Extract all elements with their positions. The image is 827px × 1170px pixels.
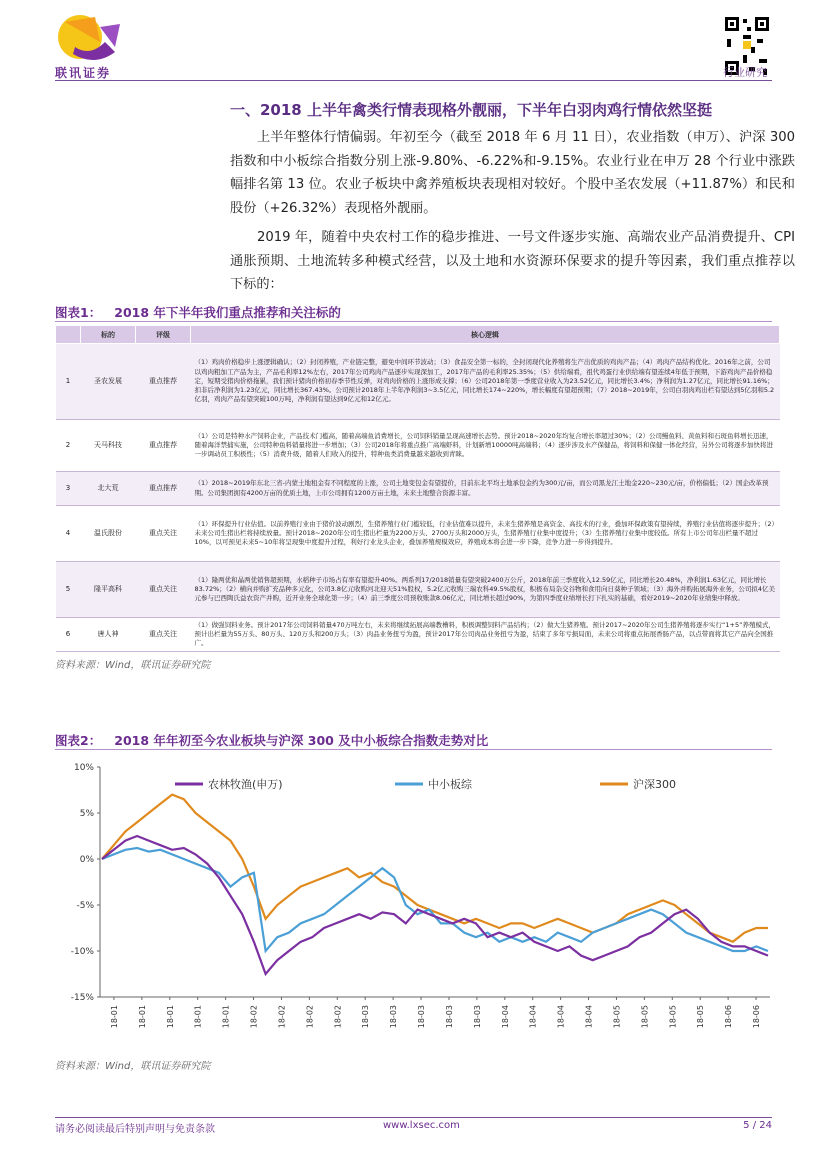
col-header-rating: 评级 xyxy=(136,326,191,344)
x-tick-label: 18-03 xyxy=(444,1005,454,1029)
section-label: 行业研究 xyxy=(723,66,767,79)
figure1-caption: 2018 年下半年我们重点推荐和关注标的 xyxy=(114,305,341,320)
stock-rating: 重点推荐 xyxy=(136,420,191,472)
x-tick-label: 18-05 xyxy=(612,1005,622,1029)
y-tick-label: 10% xyxy=(73,763,94,773)
stock-name: 隆平高科 xyxy=(81,562,136,618)
table-row xyxy=(56,562,780,618)
x-tick-label: 18-06 xyxy=(724,1005,734,1029)
series-line xyxy=(102,848,768,951)
recommendation-table xyxy=(55,325,780,652)
figure2-label: 图表2： xyxy=(55,733,102,748)
x-tick-label: 18-03 xyxy=(361,1005,371,1029)
table-row xyxy=(56,420,780,472)
stock-rating: 重点关注 xyxy=(136,506,191,562)
x-tick-label: 18-05 xyxy=(696,1005,706,1029)
section-title: 一、2018 上半年禽类行情表现格外靓丽，下半年白羽肉鸡行情依然坚挺 xyxy=(230,101,712,119)
figure2-source: 资料来源：Wind，联讯证券研究院 xyxy=(55,1061,211,1072)
x-tick-label: 18-02 xyxy=(305,1005,315,1029)
figure2-title xyxy=(55,731,488,749)
x-tick-label: 18-01 xyxy=(109,1005,119,1029)
header-divider xyxy=(55,80,772,81)
figure1-label: 图表1： xyxy=(55,305,102,320)
figure1-source: 资料来源：Wind，联讯证券研究院 xyxy=(55,660,211,671)
row-number: 5 xyxy=(56,562,81,618)
stock-rating: 重点关注 xyxy=(136,618,191,652)
x-tick-label: 18-03 xyxy=(417,1005,427,1029)
stock-rating: 重点推荐 xyxy=(136,344,191,420)
table-row xyxy=(56,472,780,506)
stock-name: 北大荒 xyxy=(81,472,136,506)
y-tick-label: -15% xyxy=(70,993,94,1003)
company-name: 联讯证券 xyxy=(55,66,112,80)
series-line xyxy=(102,836,768,974)
x-tick-label: 18-04 xyxy=(528,1005,538,1029)
core-logic: （1）做强饲料业务。预计2017年公司饲料销量470万吨左右，未来将继续拓展高端教槽料，积极调整饲料产品结构；（2）做大生猪养殖。预计2017~2020年公司生猪养殖将逐步实行“1+5”养殖模式，预计出栏量为55万头、80万头、120万头和200万头；（3）肉品业务扭亏为盈，预计2017年公司肉品业务扭亏为盈，结束了多年亏损局面，未来公司将重点拓展香肠产品，以点带面将其它产品向全国推广。 xyxy=(191,618,780,652)
core-logic: （1）公司是特种水产饲料企业，产品技术门槛高，随着高端鱼消费增长，公司饲料销量呈现高速增长态势。预计2018~2020年均复合增长率超过30%；（2）公司鳗鱼料、黄鱼料和石斑鱼料增长迅速，随着海洋禁捕实施，公司特种鱼料销量将进一步增加；（3）公司2018年将重点推广高端虾料，计划新增10000吨高端料；（4）逐步涉及水产保健品，将饲料和保健一体化经营，另外公司将逐步加快将进一步调动员工积极性；（5）消费升级，随着人们收入的提升，特种鱼类消费量越来越收到青睐。 xyxy=(191,420,780,472)
x-tick-label: 18-02 xyxy=(333,1005,343,1029)
core-logic: （1）2018~2019年东北三省-内蒙土地租金有不同程度的上涨，公司土地变包金有望提价，目前东北平均土地承包金约为300元/亩，而公司黑龙江土地金220~230元/亩，价格偏低；（2）国企改革预期。公司集团拥有4200万亩的优质土地，上市公司拥有1200万亩土地，未来土地整合资源丰富。 xyxy=(191,472,780,506)
x-tick-label: 18-03 xyxy=(389,1005,399,1029)
core-logic: （1）隆两优和晶两优销售超预期，水稻种子市场占有率有望提升40%。两系列17/2018销量有望突破2400万公斤，2018年前三季度收入12.59亿元，同比增长20.48%，净利润1.63亿元，同比增长83.72%；（2）横向并购扩充品种多元化，公司3.8亿元收购河北迎天51%股权，5.2亿元收购三瑞农科49.5%股权，积极布局杂交谷物和食用向日葵种子领域；（3）海外并购拓展海外业务，公司拟4亿美元参与巴西陶氏益农资产并购，近开业务全球化第一步；（4）前三季度公司预收账款8.06亿元，同比增长超过90%，为第四季度业绩增长打下扎实的基础，看好2019~2020年业绩集中释放。 xyxy=(191,562,780,618)
x-tick-label: 18-02 xyxy=(277,1005,287,1029)
figure2-divider xyxy=(55,749,772,750)
x-tick-label: 18-01 xyxy=(193,1005,203,1029)
row-number: 1 xyxy=(56,344,81,420)
col-header-logic: 核心逻辑 xyxy=(191,326,780,344)
legend-label: 沪深300 xyxy=(633,778,676,791)
stock-name: 唐人神 xyxy=(81,618,136,652)
company-logo xyxy=(55,12,125,62)
y-tick-label: 5% xyxy=(79,809,94,819)
col-header-stock: 标的 xyxy=(81,326,136,344)
x-tick-label: 18-04 xyxy=(584,1005,594,1029)
x-tick-label: 18-03 xyxy=(472,1005,482,1029)
line-chart xyxy=(55,755,775,1045)
row-number: 2 xyxy=(56,420,81,472)
x-tick-label: 18-06 xyxy=(752,1005,762,1029)
x-tick-label: 18-05 xyxy=(640,1005,650,1029)
paragraph-2: 2019 年，随着中央农村工作的稳步推进、一号文件逐步实施、高端农业产品消费提升、CPI 通胀预期、土地流转多种模式经营，以及土地和水资源环保要求的提升等因素，我们重点推荐以下标的： xyxy=(230,230,795,292)
y-tick-label: 0% xyxy=(79,855,94,865)
figure1-title xyxy=(55,303,341,321)
table-header xyxy=(56,326,780,344)
x-tick-label: 18-01 xyxy=(137,1005,147,1029)
row-number: 4 xyxy=(56,506,81,562)
y-tick-label: -5% xyxy=(76,901,94,911)
x-tick-label: 18-01 xyxy=(221,1005,231,1029)
row-number: 6 xyxy=(56,618,81,652)
footer-url[interactable]: www.lxsec.com xyxy=(383,1120,460,1131)
stock-name: 温氏股份 xyxy=(81,506,136,562)
stock-rating: 重点关注 xyxy=(136,562,191,618)
page-number: 5 / 24 xyxy=(743,1120,772,1131)
paragraph-1: 上半年整体行情偏弱。年初至今（截至 2018 年 6 月 11 日），农业指数（申万）、沪深 300 指数和中小板综合指数分别上涨-9.80%、-6.22%和-9.15%。农业行业在申万 28 个行业中涨跌幅排名第 13 位。农业子板块中禽养殖板块表现相对较好。个股中圣农发展（+11.87%）和民和股份（+26.32%）表现格外靓丽。 xyxy=(230,130,795,216)
core-logic: （1）鸡肉价格稳步上涨逻辑确认；（2）封闭养殖，产业链完整，避免中间环节波动；（3）食品安全第一标的，全封闭现代化养殖将生产出优质的鸡肉产品；（4）鸡肉产品结构优化。2016年之前，公司以鸡肉粗加工产品为主，产品毛利率12%左右，2017年公司鸡肉产品逐步实现深加工，2017年产品的毛利率25.35%；（5）供给端看，祖代鸡蛋行业供给端有望连续4年低于预期，下游鸡肉产品价格稳定，短期受猪肉价格拖累，我们预计猪肉价格初春季节性反弹，对鸡肉价格的上涨形成支撑；（6）公司2018年第一季度营业收入为23.52亿元，同比增长3.4%；净利润为1.27亿元，同比增长91.16%；扣非后净利润为1.23亿元，同比增长367.43%。公司预计2018年上半年净利润3~3.5亿元，同比增长174~220%，增长幅度有望超预期；（7）2018~2019年，公司白羽肉鸡出栏有望达到5亿羽和5.2亿羽，鸡肉产品有望突破100万吨，净利润有望达到9亿元和12亿元。 xyxy=(191,344,780,420)
y-tick-label: -10% xyxy=(70,947,94,957)
stock-name: 圣农发展 xyxy=(81,344,136,420)
x-tick-label: 18-04 xyxy=(556,1005,566,1029)
x-tick-label: 18-01 xyxy=(165,1005,175,1029)
x-tick-label: 18-02 xyxy=(249,1005,259,1029)
legend-label: 农林牧渔(申万) xyxy=(208,778,283,791)
legend-label: 中小板综 xyxy=(428,778,472,791)
footer-divider xyxy=(55,1117,772,1118)
table-row xyxy=(56,618,780,652)
figure1-divider xyxy=(55,321,772,322)
table-row xyxy=(56,506,780,562)
stock-rating: 重点推荐 xyxy=(136,472,191,506)
stock-name: 天马科技 xyxy=(81,420,136,472)
row-number: 3 xyxy=(56,472,81,506)
x-tick-label: 18-05 xyxy=(668,1005,678,1029)
core-logic: （1）环保提升行业估值。以前养殖行业由于猪价波动剧烈，生猪养殖行业门槛较低，行业估值难以提升，未来生猪养殖是高资金、高技术的行业，叠加环保政策有望持续，养殖行业估值将逐步提升；（2）未来公司生猪出栏将持续放量。预计2018~2020年公司生猪出栏量为2200万头、2700万头和2000万头，生猪养殖行业集中度提升；（3）生猪养殖行业集中度较低。所有上市公司年出栏量不超过10%，以可预见未来5~10年将呈现集中度提升过程，利好行业龙头企业，叠加养殖规模效应，养殖成本将会进一步下降，竞争力进一步得到提升。 xyxy=(191,506,780,562)
x-tick-label: 18-04 xyxy=(500,1005,510,1029)
figure2-caption: 2018 年年初至今农业板块与沪深 300 及中小板综合指数走势对比 xyxy=(114,733,489,748)
table-row xyxy=(56,344,780,420)
footer-disclaimer[interactable]: 请务必阅读最后特别声明与免责条款 xyxy=(55,1124,215,1135)
